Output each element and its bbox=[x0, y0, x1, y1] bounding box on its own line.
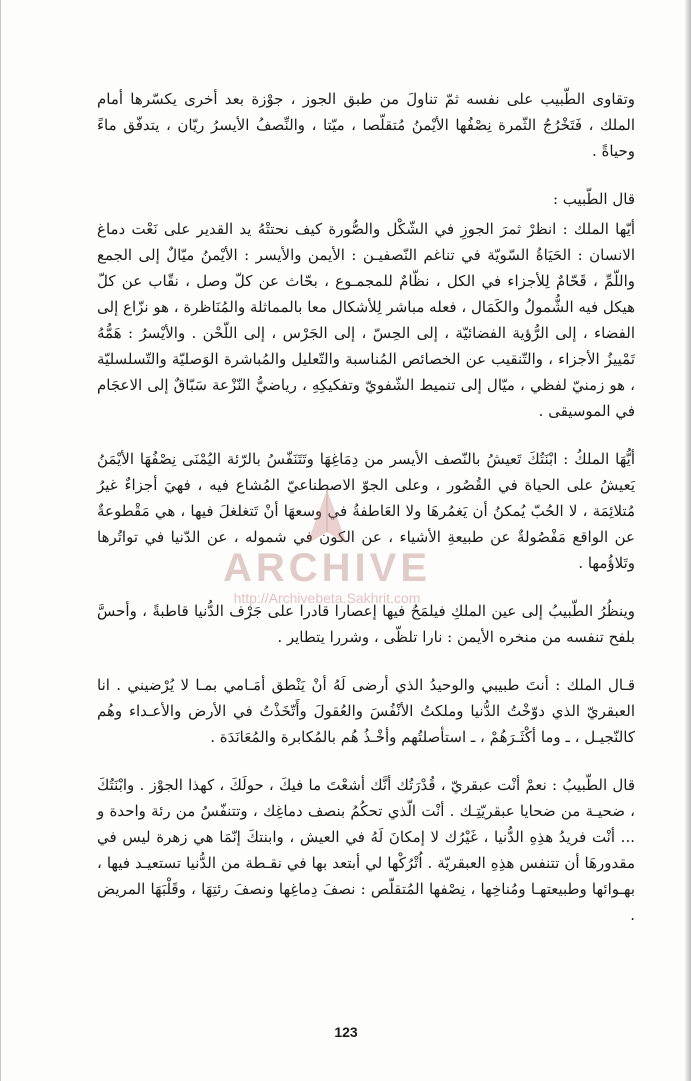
paragraph-walnut-brain: أيّها الملك : انظرْ ثمرَ الجوزِ في الشّكْل والصُّورة كيف نحتتْهُ يد القدير على نَعْت دماغ الانسان : الحَيَاةُ السّويّة في تناغم النّصفيـن : الأيمن والأيسر : الأيْمنُ ميّالٌ إلى الجمع واللّمِّ ، قَحّامٌ لِلأجزاء في الكل ، نظّامٌ للمجمـوع ، بحّاث عن كلّ وصل ، نقّاب عن كلّ هيكل فيه الشُّمولُ والكَمَال ، فعله مباشر لِلأشكال معا بالمماثلة والمُنَاظرة ، هو نزّاع إلى الفضاء ، إلى الرُّؤية الفضائيّة ، إلى الحِسّ ، إلى الجَرْس ، إلى اللّحْن . والأيْسرُ : هَمُّهُ تَمْييزُ الأجزاء ، والتّنقيب عن الخصائص المُناسبة والتّعليل والمُباشرة الوَصليّة والتّسلسليّة ، هو زمنيّ لفظي ، ميّال إلى تنميط الشّفويّ وتفكيكِهِ ، رياضيُّ النّزْعة سَبّاقٌ إلى الاعجَام في الموسيقى . bbox=[97, 220, 635, 420]
watermark-title: ARCHIVE bbox=[222, 546, 432, 590]
page-number: 123 bbox=[334, 1024, 358, 1040]
page-edge-shadow bbox=[685, 0, 691, 1081]
paragraph-daughter: أيُّهَا الملكُ : ابْنَتُكَ تَعيشُ بالنّصف الأيسر من دِمَاغِهَا وتَتَنَفّسُ بالرّئة اليُمْنَى نِصْفُهَا الأيْمَنُ يَعيشُ على الحياة في القُصُور ، وعلى الجوّ الاصطناعيّ المُشاع فيه ، فهيَ أجزاءٌ غيرُ مُتلائِمَة ، لا الحُبّ يُمكنُ أن يَغمُرهَا ولا العَاطفةُ في وسعهَا أنْ تَتغلغلَ فيها ، هي مَقْطوعةٌ عن الواقع مَفْصُولةٌ عن طبيعةِ الأشياء ، عن الكون في شموله ، عن الدّنيا في تواتُرها وتَلاؤُمها . bbox=[97, 450, 635, 572]
watermark-url: http://Archivebeta.Sakhrit.com bbox=[233, 590, 421, 606]
paragraph-opening: وتقاوى الطّبيب على نفسه ثمّ تناولَ من طبق الجوز ، جوْزة بعد أخرى يكسّرها أمام الملك ، فَتَخْرُجُ الثّمرة نِصْفُها الأيْمنُ مُتقلّصا ، ميّتا ، والنِّصفُ الأيسرُ ريّان ، يتدفّق ماءً وحياةً . bbox=[97, 90, 635, 160]
paragraph-doctor-reply: قال الطّبيبُ : نعمْ أنْت عبقريّ ، قُدْرَتُك أنَّك أشعْتَ ما فيكَ ، حولَكَ ، كهذا الجوْز . وابْنَتُكَ ، ضحيـة من ضحايا عبقريّتِـك . أنْت الّذي تحكُمُ بنصف دماغِك ، وتتنفّسُ من رئة واحدة و ... أنْت فريدُ هذِهِ الدُّنيا ، غَيْرُك لا إمكانَ لَهُ في العيش ، وابنتكَ إنّمَا هي زهرة ليس في مقدورهَا أن تتنفس هذِهِ العبقريّة . اُتْرُكْها لي أبتعد بها في نقـطة من الدُّنيا تستعيـد فيها ، بهـوائها وطبيعتهـا ومُناخِها ، نِصْفها المُتقلّص : نصفَ دِماغِها ونصفَ رئتِهَا ، وقَلْبَهَا المريض . bbox=[97, 776, 635, 924]
paragraph-king-said: قـال الملك : أنتَ طبيبي والوحيدُ الذي أرضى لَهُ أنْ يَنْطق أمَـامي بمـا لا يُرْضيني . انا العبقريّ الذي دوّخْتُ الدُّنيا وملكتُ الأنْفُسَ والعُقولَ وأَتّخَذْتُ في الأرض والأعـداء وهُم كالنّجيـل ، ـ وما أكْثَـرَهُمْ ، ـ استأصلتُهم وأخْـذُ هُم بالمُكابرة والمُعَانَدَة . bbox=[97, 676, 635, 746]
paragraph-king-eye: وينظُرُ الطّبيبُ إلى عين الملكِ فيلمَحُ فيها إعصارا قادرا على جَرْف الدُّنيا قاطبةً ، وأحسَّ بلفح تنفسه من منخره الأيمن : نارا تلظّى ، وشررا يتطاير . bbox=[97, 602, 635, 646]
paragraph-doctor-said: قال الطّبيب : bbox=[552, 190, 635, 208]
body-text bbox=[97, 86, 635, 942]
